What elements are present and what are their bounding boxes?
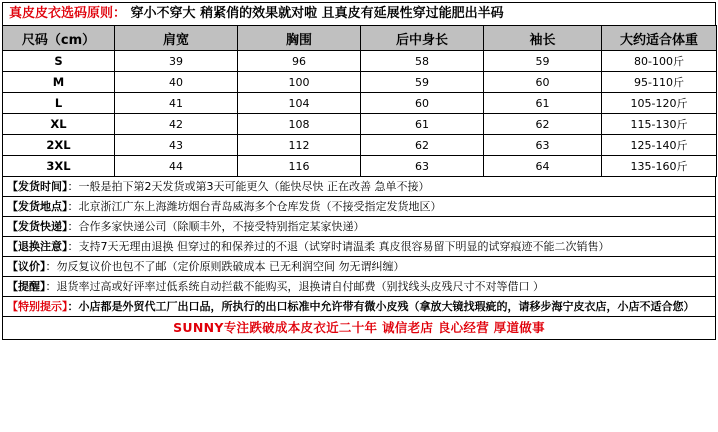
- length-cell: 61: [361, 114, 484, 135]
- sleeve-cell: 61: [484, 93, 602, 114]
- shoulder-cell: 43: [115, 135, 238, 156]
- shoulder-cell: 39: [115, 51, 238, 72]
- chest-cell: 108: [238, 114, 361, 135]
- length-cell: 58: [361, 51, 484, 72]
- table-row: [3, 51, 717, 72]
- size-cell: S: [3, 51, 115, 72]
- size-table: [2, 25, 717, 177]
- size-selection-banner: [2, 2, 716, 25]
- note-special: [2, 297, 716, 317]
- note-label: 【发货快递】: [7, 220, 68, 233]
- weight-cell: 95-110斤: [602, 72, 717, 93]
- weight-cell: 80-100斤: [602, 51, 717, 72]
- sleeve-cell: 63: [484, 135, 602, 156]
- size-table-header: [3, 26, 717, 51]
- sleeve-cell: 62: [484, 114, 602, 135]
- shoulder-cell: 42: [115, 114, 238, 135]
- size-cell: 2XL: [3, 135, 115, 156]
- note-text: ：支持7天无理由退换 但穿过的和保养过的不退（试穿时请温柔 真皮很容易留下明显的试穿痕迹不能二次销售）: [67, 240, 610, 253]
- note-label: 【发货地点】: [7, 200, 68, 213]
- header-shoulder: 肩宽: [115, 26, 238, 51]
- length-cell: 63: [361, 156, 484, 177]
- note-label: 【特别提示】: [7, 300, 68, 313]
- length-cell: 59: [361, 72, 484, 93]
- note-text: ：小店都是外贸代工厂出口品，所执行的出口标准中允许带有微小皮残（拿放大镜找瑕疵的，请移步海宁皮衣店，小店不适合您）: [67, 300, 695, 313]
- note-ship-time: [2, 177, 716, 197]
- chest-cell: 112: [238, 135, 361, 156]
- table-row: [3, 156, 717, 177]
- weight-cell: 115-130斤: [602, 114, 717, 135]
- note-label: 【退换注意】: [7, 240, 68, 253]
- note-bargain: [2, 257, 716, 277]
- weight-cell: 125-140斤: [602, 135, 717, 156]
- shoulder-cell: 40: [115, 72, 238, 93]
- chest-cell: 104: [238, 93, 361, 114]
- banner-title: 真皮皮衣选码原则：: [9, 6, 127, 21]
- banner-text: 穿小不穿大 稍紧俏的效果就对啦 且真皮有延展性穿过能肥出半码: [130, 6, 504, 21]
- note-returns: [2, 237, 716, 257]
- sleeve-cell: 60: [484, 72, 602, 93]
- sleeve-cell: 59: [484, 51, 602, 72]
- header-length: 后中身长: [361, 26, 484, 51]
- size-cell: 3XL: [3, 156, 115, 177]
- note-label: 【发货时间】: [7, 180, 68, 193]
- size-chart-sheet: [2, 2, 716, 428]
- header-chest: 胸围: [238, 26, 361, 51]
- note-express: [2, 217, 716, 237]
- size-cell: M: [3, 72, 115, 93]
- note-text: ：北京浙江广东上海潍坊烟台青岛威海多个仓库发货（不接受指定发货地区）: [67, 200, 442, 213]
- note-label: 【提醒】: [7, 280, 46, 293]
- table-row: [3, 93, 717, 114]
- header-sleeve: 袖长: [484, 26, 602, 51]
- note-text: ：退货率过高或好评率过低系统自动拦截不能购买，退换请自付邮费（别找线头皮残尺寸不对等借口 ）: [45, 280, 544, 293]
- table-row: [3, 135, 717, 156]
- weight-cell: 135-160斤: [602, 156, 717, 177]
- length-cell: 60: [361, 93, 484, 114]
- note-ship-place: [2, 197, 716, 217]
- table-row: [3, 72, 717, 93]
- size-cell: XL: [3, 114, 115, 135]
- shoulder-cell: 44: [115, 156, 238, 177]
- header-size: 尺码（cm）: [3, 26, 115, 51]
- chest-cell: 96: [238, 51, 361, 72]
- size-cell: L: [3, 93, 115, 114]
- chest-cell: 116: [238, 156, 361, 177]
- note-label: 【议价】: [7, 260, 46, 273]
- weight-cell: 105-120斤: [602, 93, 717, 114]
- shop-slogan-footer: SUNNY专注跌破成本皮衣近二十年 诚信老店 良心经营 厚道做事: [2, 317, 716, 340]
- table-row: [3, 114, 717, 135]
- sleeve-cell: 64: [484, 156, 602, 177]
- note-text: ：一般是拍下第2天发货或第3天可能更久（能快尽快 正在改善 急单不接）: [67, 180, 430, 193]
- header-weight: 大约适合体重: [602, 26, 717, 51]
- length-cell: 62: [361, 135, 484, 156]
- shoulder-cell: 41: [115, 93, 238, 114]
- note-text: ：合作多家快递公司（除顺丰外，不接受特别指定某家快递）: [67, 220, 365, 233]
- note-reminder: [2, 277, 716, 297]
- chest-cell: 100: [238, 72, 361, 93]
- note-text: ：勿反复议价也包不了邮（定价原则跌破成本 已无利润空间 勿无谓纠缠）: [45, 260, 405, 273]
